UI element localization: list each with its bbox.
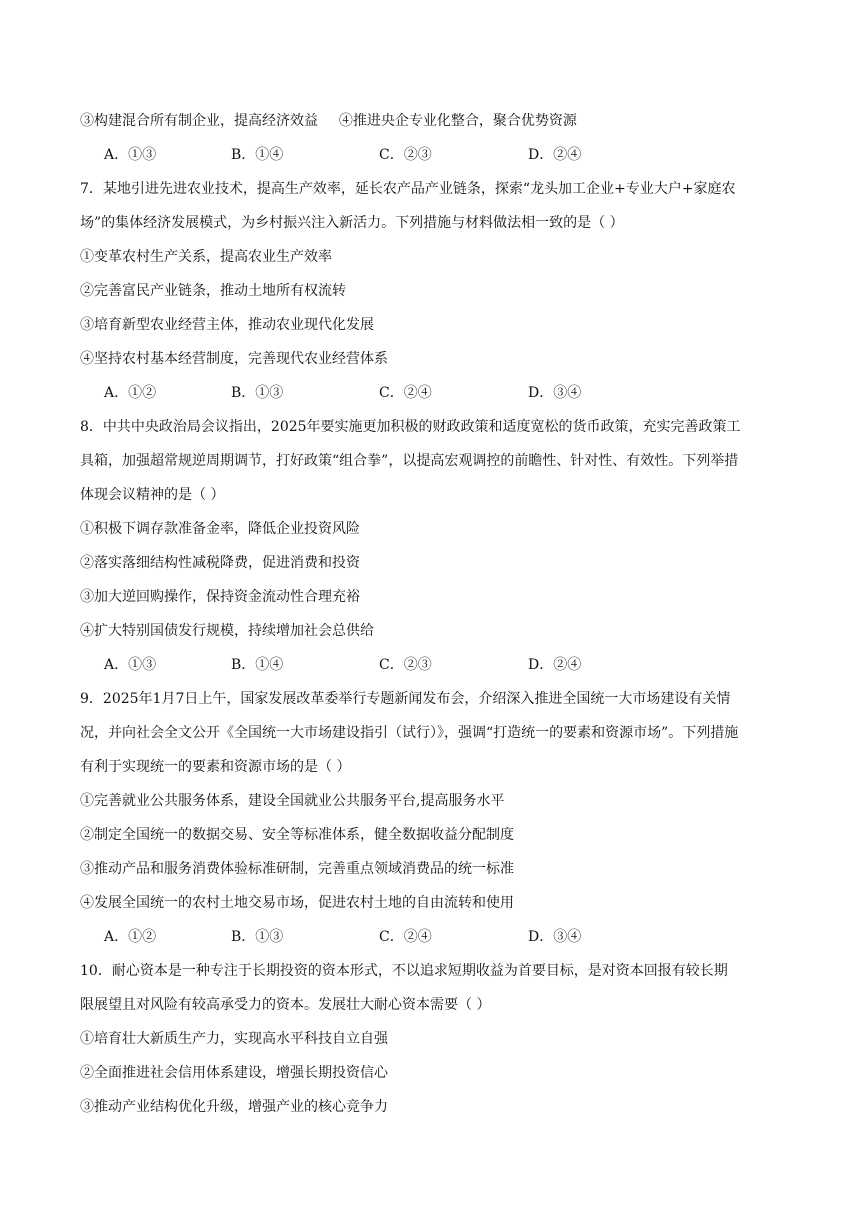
option-b[interactable]: B．①③ [231, 385, 284, 401]
question-stem: 8．中共中央政治局会议指出，2025年要实施更加积极的财政政策和适度宽松的货币政策，充实完善政策工 [80, 419, 741, 435]
statement: ④坚持农村基本经营制度，完善现代农业经营体系 [80, 351, 388, 367]
option-a[interactable]: A．①② [104, 385, 157, 401]
question-stem: 限展望且对风险有较高承受力的资本。发展壮大耐心资本需要（ ） [80, 997, 491, 1013]
statement: ③推动产品和服务消费体验标准研制，完善重点领域消费品的统一标准 [80, 861, 514, 877]
option-b[interactable]: B．①④ [231, 657, 284, 673]
option-a[interactable]: A．①② [104, 929, 157, 945]
statement: ④推进央企专业化整合，聚合优势资源 [338, 113, 577, 129]
question-stem: 有利于实现统一的要素和资源市场的是（ ） [80, 759, 351, 775]
option-d[interactable]: D．②④ [528, 147, 582, 163]
statement: ③推动产业结构优化升级，增强产业的核心竞争力 [80, 1099, 388, 1115]
statement-line [80, 112, 577, 130]
option-b[interactable]: B．①③ [231, 929, 284, 945]
statement: ②全面推进社会信用体系建设，增强长期投资信心 [80, 1065, 388, 1081]
question-stem: 具箱，加强超常规逆周期调节，打好政策“组合拳”，以提高宏观调控的前瞻性、针对性、有效性。下列举措 [80, 453, 739, 469]
statement: ②完善富民产业链条，推动土地所有权流转 [80, 283, 346, 299]
option-d[interactable]: D．②④ [528, 657, 582, 673]
statement: ②落实落细结构性减税降费，促进消费和投资 [80, 555, 360, 571]
option-c[interactable]: C．②④ [379, 929, 432, 945]
question-stem: 体现会议精神的是（ ） [80, 487, 225, 503]
question-stem: 况，并向社会全文公开《全国统一大市场建设指引（试行）》，强调“打造统一的要素和资源市场”。下列措施 [80, 725, 739, 741]
option-a[interactable]: A．①③ [104, 147, 157, 163]
option-d[interactable]: D．③④ [528, 385, 582, 401]
statement: ①变革农村生产关系，提高农业生产效率 [80, 249, 332, 265]
statement: ④发展全国统一的农村土地交易市场，促进农村土地的自由流转和使用 [80, 895, 514, 911]
option-d[interactable]: D．③④ [528, 929, 582, 945]
statement: ①培育壮大新质生产力，实现高水平科技自立自强 [80, 1031, 388, 1047]
option-c[interactable]: C．②③ [379, 147, 432, 163]
statement: ②制定全国统一的数据交易、安全等标准体系，健全数据收益分配制度 [80, 827, 514, 843]
question-stem: 9．2025年1月7日上午，国家发展改革委举行专题新闻发布会，介绍深入推进全国统一大市场建设有关情 [80, 691, 731, 707]
question-stem: 7．某地引进先进农业技术，提高生产效率，延长农产品产业链条，探索“龙头加工企业+专业大户+家庭农 [80, 181, 736, 197]
option-c[interactable]: C．②③ [379, 657, 432, 673]
option-c[interactable]: C．②④ [379, 385, 432, 401]
statement: ①积极下调存款准备金率，降低企业投资风险 [80, 521, 360, 537]
statement: ④扩大特别国债发行规模，持续增加社会总供给 [80, 623, 374, 639]
option-b[interactable]: B．①④ [231, 147, 284, 163]
option-a[interactable]: A．①③ [104, 657, 157, 673]
question-stem: 场”的集体经济发展模式，为乡村振兴注入新活力。下列措施与材料做法相一致的是（ ） [80, 215, 624, 231]
statement: ③培育新型农业经营主体，推动农业现代化发展 [80, 317, 374, 333]
question-stem: 10．耐心资本是一种专注于长期投资的资本形式，不以追求短期收益为首要目标，是对资本回报有较长期 [80, 963, 728, 979]
statement: ③加大逆回购操作，保持资金流动性合理充裕 [80, 589, 360, 605]
statement: ①完善就业公共服务体系，建设全国就业公共服务平台,提高服务水平 [80, 793, 505, 809]
statement: ③构建混合所有制企业，提高经济效益 [80, 113, 318, 129]
